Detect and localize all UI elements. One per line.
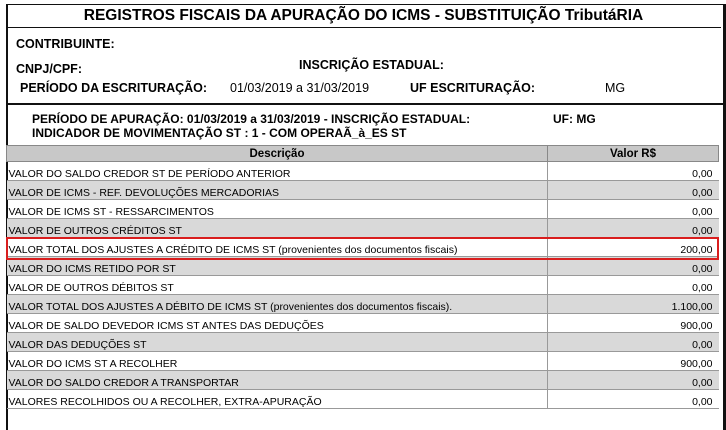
row-description: VALOR TOTAL DOS AJUSTES A DÉBITO DE ICMS ST (provenientes dos documentos fiscais). bbox=[7, 295, 548, 314]
periodo-escrituracao-label: PERÍODO DA ESCRITURAÇÃO: bbox=[20, 81, 208, 95]
row-value: 0,00 bbox=[548, 200, 719, 219]
column-header-valor: Valor R$ bbox=[548, 146, 719, 162]
row-description: VALORES RECOLHIDOS OU A RECOLHER, EXTRA-APURAÇÃO bbox=[7, 390, 548, 409]
row-description: VALOR DE ICMS - REF. DEVOLUÇÕES MERCADORIAS bbox=[7, 181, 548, 200]
apuracao-table bbox=[6, 145, 719, 409]
row-value: 0,00 bbox=[548, 219, 719, 238]
row-value: 0,00 bbox=[548, 390, 719, 409]
header-separator bbox=[6, 103, 724, 105]
row-value: 0,00 bbox=[548, 162, 719, 181]
uf-apuracao: UF: MG bbox=[553, 112, 596, 126]
row-value: 0,00 bbox=[548, 257, 719, 276]
table-row bbox=[7, 238, 719, 257]
indicador-movimentacao-line: INDICADOR DE MOVIMENTAÇÃO ST : 1 - COM OPERAÃ_à_ES ST bbox=[32, 126, 407, 140]
table-row bbox=[7, 390, 719, 409]
table-row bbox=[7, 371, 719, 390]
row-value: 900,00 bbox=[548, 314, 719, 333]
periodo-escrituracao-value: 01/03/2019 a 31/03/2019 bbox=[230, 81, 370, 95]
row-description: VALOR DO ICMS ST A RECOLHER bbox=[7, 352, 548, 371]
table-row bbox=[7, 200, 719, 219]
row-value: 0,00 bbox=[548, 371, 719, 390]
row-description: VALOR DAS DEDUÇÕES ST bbox=[7, 333, 548, 352]
row-value: 900,00 bbox=[548, 352, 719, 371]
table-row bbox=[7, 295, 719, 314]
row-value: 0,00 bbox=[548, 276, 719, 295]
row-description: VALOR DO ICMS RETIDO POR ST bbox=[7, 257, 548, 276]
cnpj-label: CNPJ/CPF: bbox=[16, 62, 82, 76]
row-description: VALOR DO SALDO CREDOR ST DE PERÍODO ANTERIOR bbox=[7, 162, 548, 181]
uf-escrituracao-label: UF ESCRITURAÇÃO: bbox=[410, 81, 535, 95]
table-row bbox=[7, 257, 719, 276]
table-header-row bbox=[7, 146, 719, 162]
row-description: VALOR DE OUTROS CRÉDITOS ST bbox=[7, 219, 548, 238]
row-value: 200,00 bbox=[548, 238, 719, 257]
table-row bbox=[7, 219, 719, 238]
report-title: REGISTROS FISCAIS DA APURAÇÃO DO ICMS - SUBSTITUIÇÃO TributáRIA bbox=[6, 4, 721, 28]
row-value: 0,00 bbox=[548, 333, 719, 352]
table-row bbox=[7, 314, 719, 333]
table-row bbox=[7, 162, 719, 181]
row-value: 1.100,00 bbox=[548, 295, 719, 314]
table-row bbox=[7, 276, 719, 295]
row-description: VALOR DO SALDO CREDOR A TRANSPORTAR bbox=[7, 371, 548, 390]
uf-escrituracao-value: MG bbox=[605, 81, 626, 95]
row-value: 0,00 bbox=[548, 181, 719, 200]
column-header-descricao: Descrição bbox=[7, 146, 548, 162]
row-description: VALOR DE OUTROS DÉBITOS ST bbox=[7, 276, 548, 295]
contribuinte-label: CONTRIBUINTE: bbox=[16, 37, 115, 51]
table-row bbox=[7, 181, 719, 200]
table-row bbox=[7, 333, 719, 352]
periodo-apuracao-line: PERÍODO DE APURAÇÃO: 01/03/2019 a 31/03/2019 - INSCRIÇÃO ESTADUAL: bbox=[32, 112, 471, 126]
table-row bbox=[7, 352, 719, 371]
inscricao-estadual-label: INSCRIÇÃO ESTADUAL: bbox=[299, 58, 444, 72]
row-description: VALOR DE SALDO DEVEDOR ICMS ST ANTES DAS DEDUÇÕES bbox=[7, 314, 548, 333]
row-description: VALOR DE ICMS ST - RESSARCIMENTOS bbox=[7, 200, 548, 219]
row-description: VALOR TOTAL DOS AJUSTES A CRÉDITO DE ICMS ST (provenientes dos documentos fiscais) bbox=[7, 238, 548, 257]
